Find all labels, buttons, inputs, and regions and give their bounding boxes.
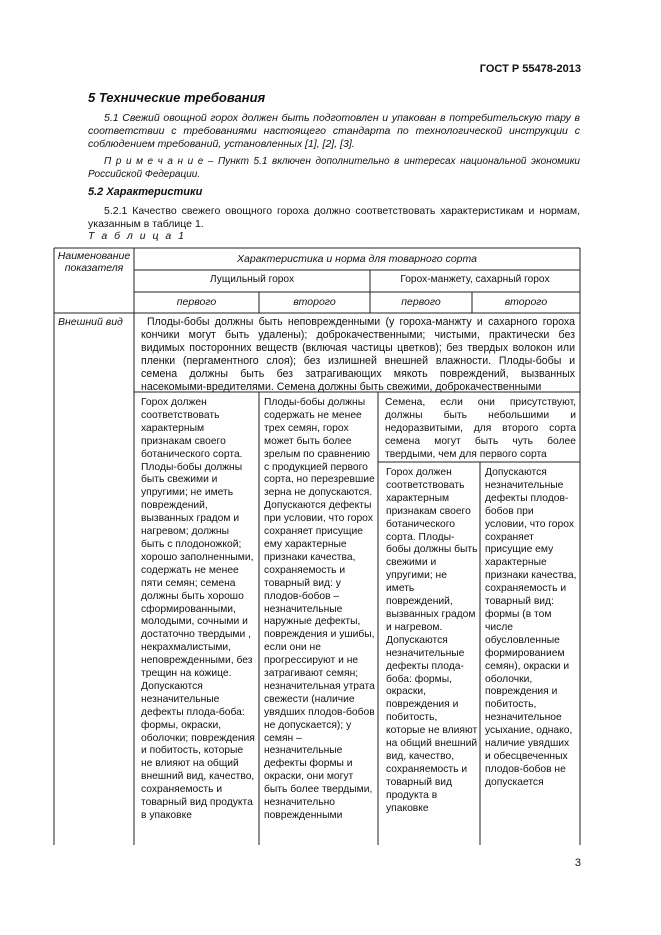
- cell-shelling-first-grade: Горох должен соответствовать характерным признакам своего ботанического сорта. Плоды-бобы должны быть свежими и упругими; не иметь повреждений, вызванных градом и нагревом; должны быть с плодоножкой; хорошо заполненными, содержать не менее пяти семян; семена должны быть хорошо сформированными, молодыми, сочными и достаточно твердыми , некрахмалистыми, неповрежденными, без трещин на кожице. Допускаются незначительные дефекты плода-боба: формы, окраски, оболочки; повреждения и побитость, которые не влияют на общий внешний вид, качество, сохраняемость и товарный вид продукта в упаковке: [141, 397, 255, 821]
- table-header-characteristic: Характеристика и норма для товарного сорта: [237, 253, 477, 265]
- table-header-shelling-pea: Лущильный горох: [209, 274, 295, 285]
- subsection-title: 5.2 Характеристики: [88, 186, 203, 198]
- cell-common-requirements: Плоды-бобы должны быть неповрежденными (у гороха-манжту и сахарного гороха кончики могут быть удалены); доброкачественными; чистыми, практически без видимых посторонних веществ (включая частицы цветков); без твердых волокон или пленки (пергаментного слоя); без излишней внешней влажности. Плоды-бобы и семена должны быть без затрагивающих мякоть повреждений, вызванных насекомыми-вредителями. Семена должны быть свежими, доброкачественными: [141, 316, 575, 393]
- paragraph-5-1: 5.1 Свежий овощной горох должен быть подготовлен и упакован в потребительскую тару в соответствии с требованиями настоящего стандарта по технологической инструкции с соблюдением требований, установленных [1], [2], [3].: [88, 112, 580, 150]
- note: П р и м е ч а н и е – Пункт 5.1 включен дополнительно в интересах национальной экономики Российской Федерации.: [88, 156, 580, 180]
- cell-sugar-pea-first-grade: Горох должен соответствовать характерным признакам своего ботанического сорта. Плоды-бобы должны быть свежими и упругими; не иметь повреждений, вызванных градом и нагревом. Допускаются незначительные дефекты плода-боба: формы, окраски, повреждения и побитость, которые не влияют на общий внешний вид, качество, сохраняемость и товарный вид продукта в упаковке: [386, 467, 478, 814]
- table-header-grade-first-2: первого: [401, 296, 441, 308]
- cell-shelling-second-grade: Плоды-бобы должны содержать не менее трех семян, горох может быть более зрелым по сравнению с продукцией первого сорта, но перезревшие зерна не допускаются. Допускаются дефекты при условии, что горох сохраняет присущие ему характерные признаки качества, сохраняемость и товарный вид: у плодов-бобов – незначительные наружные дефекты, повреждения и ушибы, если они не прогрессируют и не затрагивают семян; незначительная утрата свежести (наличие увядших плодов-бобов не допускается); у семян – незначительные дефекты формы и окраски, они могут быть более твердыми, незначительно поврежденными: [264, 397, 375, 821]
- table-header-grade-second-2: второго: [504, 296, 548, 308]
- table-header-grade-second-1: второго: [293, 296, 336, 308]
- table-header-grade-first-1: первого: [176, 296, 217, 308]
- page-number: 3: [574, 857, 581, 869]
- table-header-sugar-pea: Горох-манжету, сахарный горох: [400, 274, 550, 285]
- table-header-indicator: Наименование показателя: [57, 250, 131, 274]
- standard-number: ГОСТ Р 55478-2013: [479, 63, 581, 75]
- table-title: Т а б л и ц а 1: [88, 230, 187, 242]
- row-label-appearance: Внешний вид: [58, 316, 123, 328]
- cell-sugar-pea-seeds: Семена, если они присутствуют, должны быть небольшими и недоразвитыми, для второго сорта семена могут быть чуть более твердыми, чем для первого сорта: [385, 397, 576, 460]
- paragraph-5-2-1: 5.2.1 Качество свежего овощного гороха должно соответствовать характеристикам и нормам, указанным в таблице 1.: [88, 205, 580, 230]
- section-title: 5 Технические требования: [88, 90, 266, 105]
- cell-sugar-pea-second-grade: Допускаются незначительные дефекты плодов-бобов при условии, что горох сохраняет присущие ему характерные признаки качества, сохраняемость и товарный вид: формы (в том числе обусловленные формированием семян), окраски и оболочки, повреждения и побитость, незначительное усыхание, однако, наличие увядших и обесцвеченных плодов-бобов не допускается: [485, 467, 577, 788]
